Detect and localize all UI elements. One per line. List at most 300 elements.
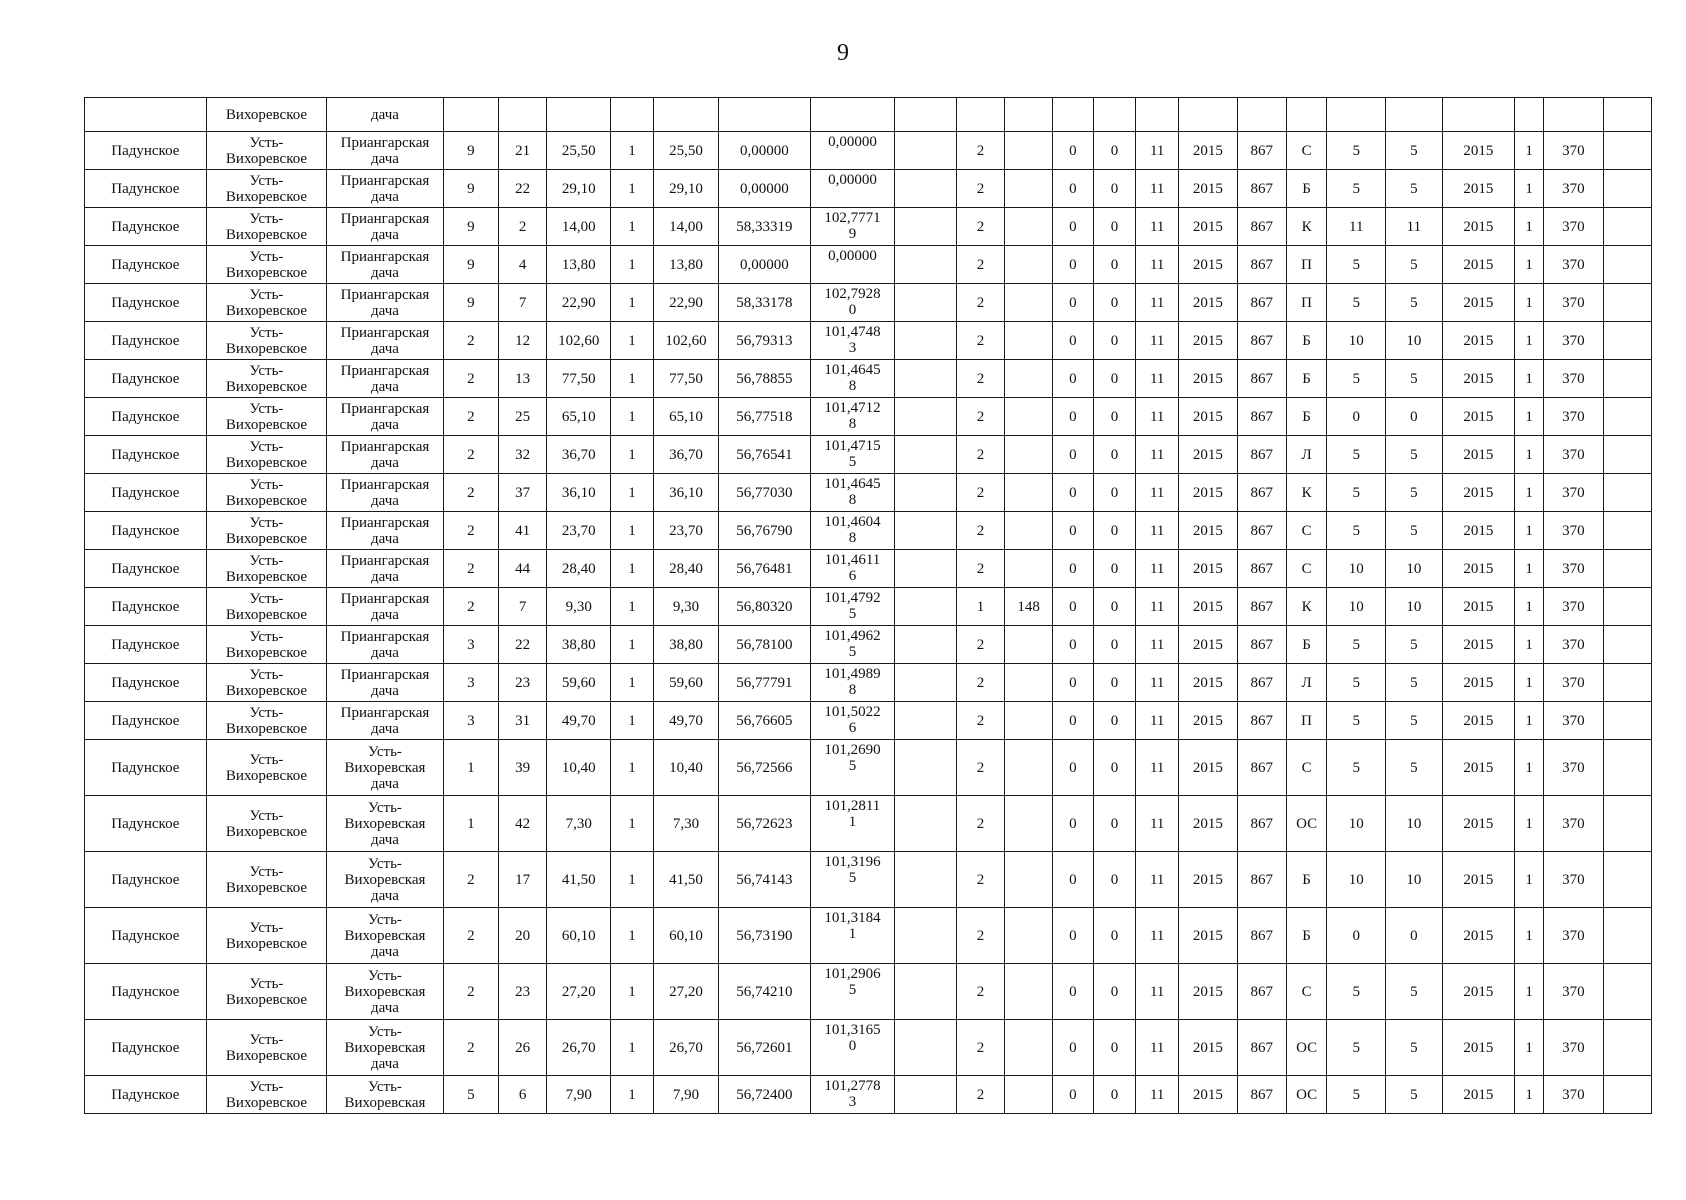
- table-cell: 2: [443, 588, 499, 626]
- table-cell: Усть- Вихоревская: [327, 1076, 443, 1114]
- table-cell: [895, 360, 957, 398]
- table-cell: 2015: [1179, 852, 1238, 908]
- table-cell: 0: [1053, 132, 1094, 170]
- table-cell: [1005, 398, 1053, 436]
- table-cell: Падунское: [85, 170, 207, 208]
- table-cell: 101,4715 5: [810, 436, 894, 474]
- table-cell: 42: [499, 796, 547, 852]
- table-cell: [653, 98, 718, 132]
- table-cell: [1053, 98, 1094, 132]
- table-cell: 56,78100: [719, 626, 811, 664]
- table-cell: [1603, 740, 1651, 796]
- table-cell: 2015: [1442, 322, 1515, 360]
- table-cell: 0,00000: [719, 132, 811, 170]
- table-cell: Усть- Вихоревское: [206, 132, 327, 170]
- table-cell: 5: [1386, 664, 1443, 702]
- table-cell: 5: [1327, 246, 1386, 284]
- table-cell: 2015: [1179, 322, 1238, 360]
- table-cell: 101,2906 5: [810, 964, 894, 1020]
- table-cell: [1005, 360, 1053, 398]
- table-cell: 9,30: [653, 588, 718, 626]
- table-cell: [895, 398, 957, 436]
- table-cell: 23: [499, 664, 547, 702]
- table-cell: 370: [1544, 284, 1604, 322]
- table-cell: [895, 964, 957, 1020]
- table-cell: Приангарская дача: [327, 550, 443, 588]
- table-cell: 1: [1515, 322, 1544, 360]
- table-cell: 58,33319: [719, 208, 811, 246]
- table-cell: [1005, 740, 1053, 796]
- table-cell: П: [1286, 702, 1327, 740]
- table-cell: 2: [957, 852, 1005, 908]
- table-cell: 867: [1237, 796, 1286, 852]
- table-cell: [895, 170, 957, 208]
- table-cell: 0: [1053, 398, 1094, 436]
- table-cell: 101,4748 3: [810, 322, 894, 360]
- table-cell: 11: [1136, 398, 1179, 436]
- table-cell: 102,7771 9: [810, 208, 894, 246]
- table-cell: [499, 98, 547, 132]
- table-cell: ОС: [1286, 796, 1327, 852]
- table-cell: 2015: [1442, 246, 1515, 284]
- table-cell: 56,76481: [719, 550, 811, 588]
- table-cell: 370: [1544, 170, 1604, 208]
- table-cell: Усть- Вихоревское: [206, 170, 327, 208]
- table-cell: 1: [443, 796, 499, 852]
- table-cell: 39: [499, 740, 547, 796]
- table-cell: 1: [957, 588, 1005, 626]
- table-cell: 101,2690 5: [810, 740, 894, 796]
- table-cell: 5: [1327, 170, 1386, 208]
- table-cell: 867: [1237, 170, 1286, 208]
- table-cell: [1005, 550, 1053, 588]
- table-cell: 27,20: [653, 964, 718, 1020]
- table-cell: 0: [1093, 170, 1136, 208]
- table-cell: 370: [1544, 664, 1604, 702]
- table-cell: 2015: [1442, 170, 1515, 208]
- table-cell: Падунское: [85, 740, 207, 796]
- table-cell: 2: [957, 908, 1005, 964]
- table-cell: 1: [1515, 588, 1544, 626]
- table-cell: 2: [957, 626, 1005, 664]
- table-cell: [1136, 98, 1179, 132]
- table-cell: 11: [1136, 132, 1179, 170]
- table-cell: ОС: [1286, 1076, 1327, 1114]
- table-cell: [895, 1020, 957, 1076]
- table-cell: 9: [443, 284, 499, 322]
- table-cell: 1: [611, 908, 654, 964]
- table-cell: 867: [1237, 908, 1286, 964]
- table-cell: 2015: [1442, 626, 1515, 664]
- table-cell: [895, 740, 957, 796]
- table-cell: Л: [1286, 436, 1327, 474]
- table-cell: 0: [1053, 588, 1094, 626]
- table-cell: 1: [611, 398, 654, 436]
- table-cell: 23: [499, 964, 547, 1020]
- table-cell: 0: [1053, 740, 1094, 796]
- table-cell: 867: [1237, 398, 1286, 436]
- table-cell: Б: [1286, 852, 1327, 908]
- table-cell: [1386, 98, 1443, 132]
- table-cell: 1: [611, 284, 654, 322]
- table-row: [85, 284, 1652, 322]
- table-cell: 0: [1327, 908, 1386, 964]
- table-cell: 23,70: [547, 512, 611, 550]
- table-cell: 0: [1053, 964, 1094, 1020]
- table-cell: 2015: [1179, 664, 1238, 702]
- table-cell: 13,80: [653, 246, 718, 284]
- table-cell: 26,70: [653, 1020, 718, 1076]
- table-cell: 10: [1386, 796, 1443, 852]
- table-cell: ОС: [1286, 1020, 1327, 1076]
- table-cell: 22,90: [653, 284, 718, 322]
- table-cell: 5: [1327, 512, 1386, 550]
- table-cell: Приангарская дача: [327, 398, 443, 436]
- table-cell: Б: [1286, 626, 1327, 664]
- table-cell: 56,74210: [719, 964, 811, 1020]
- table-cell: 10: [1327, 322, 1386, 360]
- table-cell: 65,10: [653, 398, 718, 436]
- table-cell: 56,78855: [719, 360, 811, 398]
- table-row: [85, 588, 1652, 626]
- table-cell: 59,60: [653, 664, 718, 702]
- table-cell: 102,60: [653, 322, 718, 360]
- table-cell: 11: [1136, 796, 1179, 852]
- table-cell: 1: [611, 1020, 654, 1076]
- table-cell: 77,50: [547, 360, 611, 398]
- table-cell: 867: [1237, 246, 1286, 284]
- table-row: [85, 796, 1652, 852]
- table-cell: [1603, 208, 1651, 246]
- table-cell: 2015: [1442, 132, 1515, 170]
- table-cell: 10: [1386, 322, 1443, 360]
- table-cell: 2: [957, 964, 1005, 1020]
- table-cell: 101,3184 1: [810, 908, 894, 964]
- table-cell: 370: [1544, 208, 1604, 246]
- table-cell: [1603, 512, 1651, 550]
- table-row: [85, 964, 1652, 1020]
- table-cell: 11: [1136, 852, 1179, 908]
- table-cell: 36,10: [547, 474, 611, 512]
- table-cell: 867: [1237, 284, 1286, 322]
- table-cell: 4: [499, 246, 547, 284]
- table-cell: 1: [443, 740, 499, 796]
- table-cell: Приангарская дача: [327, 284, 443, 322]
- table-cell: 1: [1515, 284, 1544, 322]
- table-cell: [1005, 322, 1053, 360]
- table-cell: [1603, 246, 1651, 284]
- table-cell: 0: [1093, 1020, 1136, 1076]
- table-cell: [1603, 98, 1651, 132]
- table-cell: 2: [957, 550, 1005, 588]
- table-cell: 101,4792 5: [810, 588, 894, 626]
- table-cell: 1: [611, 588, 654, 626]
- table-cell: Усть- Вихоревское: [206, 208, 327, 246]
- table-cell: 22: [499, 170, 547, 208]
- table-cell: 0: [1093, 702, 1136, 740]
- table-cell: К: [1286, 588, 1327, 626]
- table-cell: 370: [1544, 322, 1604, 360]
- table-cell: 56,77518: [719, 398, 811, 436]
- table-cell: 2: [957, 246, 1005, 284]
- table-cell: 1: [1515, 796, 1544, 852]
- table-cell: Падунское: [85, 588, 207, 626]
- table-cell: 29,10: [653, 170, 718, 208]
- table-cell: 1: [611, 740, 654, 796]
- table-cell: Падунское: [85, 1076, 207, 1114]
- table-cell: 11: [1136, 208, 1179, 246]
- table-cell: 11: [1136, 1020, 1179, 1076]
- table-cell: 44: [499, 550, 547, 588]
- table-cell: 0: [1053, 360, 1094, 398]
- table-cell: [443, 98, 499, 132]
- table-cell: Б: [1286, 322, 1327, 360]
- table-row: [85, 740, 1652, 796]
- table-cell: 370: [1544, 796, 1604, 852]
- table-cell: 5: [1327, 702, 1386, 740]
- table-cell: 101,4611 6: [810, 550, 894, 588]
- table-cell: Б: [1286, 398, 1327, 436]
- table-cell: 2: [957, 398, 1005, 436]
- table-cell: 27,20: [547, 964, 611, 1020]
- table-cell: 1: [611, 360, 654, 398]
- table-cell: 101,4604 8: [810, 512, 894, 550]
- table-cell: 1: [1515, 1076, 1544, 1114]
- table-cell: 102,60: [547, 322, 611, 360]
- table-cell: [1005, 1020, 1053, 1076]
- table-cell: Падунское: [85, 626, 207, 664]
- table-cell: К: [1286, 208, 1327, 246]
- table-cell: [895, 588, 957, 626]
- table-cell: 867: [1237, 852, 1286, 908]
- table-cell: 0: [1093, 398, 1136, 436]
- table-cell: 0: [1093, 664, 1136, 702]
- table-cell: 2: [957, 1020, 1005, 1076]
- table-cell: 2: [957, 322, 1005, 360]
- table-cell: 1: [611, 964, 654, 1020]
- table-cell: 0: [1053, 852, 1094, 908]
- table-cell: 13: [499, 360, 547, 398]
- table-cell: 20: [499, 908, 547, 964]
- table-cell: [85, 98, 207, 132]
- table-row: [85, 550, 1652, 588]
- table-cell: [1005, 964, 1053, 1020]
- table-cell: 0: [1053, 626, 1094, 664]
- table-cell: 60,10: [547, 908, 611, 964]
- table-cell: 56,72400: [719, 1076, 811, 1114]
- table-cell: 5: [1386, 474, 1443, 512]
- table-cell: 2: [957, 360, 1005, 398]
- table-cell: 2: [957, 170, 1005, 208]
- table-cell: 867: [1237, 132, 1286, 170]
- table-cell: 2015: [1179, 170, 1238, 208]
- table-cell: Приангарская дача: [327, 588, 443, 626]
- table-cell: 1: [1515, 550, 1544, 588]
- table-cell: [1005, 702, 1053, 740]
- table-cell: 867: [1237, 436, 1286, 474]
- table-cell: [1603, 398, 1651, 436]
- table-cell: Усть- Вихоревское: [206, 1020, 327, 1076]
- table-cell: 867: [1237, 512, 1286, 550]
- table-cell: 21: [499, 132, 547, 170]
- table-cell: [1005, 908, 1053, 964]
- table-cell: 1: [1515, 1020, 1544, 1076]
- table-cell: 0: [1093, 908, 1136, 964]
- table-cell: 38,80: [653, 626, 718, 664]
- table-cell: 7,30: [653, 796, 718, 852]
- table-cell: [895, 550, 957, 588]
- table-cell: 0: [1093, 964, 1136, 1020]
- table-cell: 2015: [1179, 132, 1238, 170]
- table-cell: 11: [1136, 284, 1179, 322]
- table-cell: 7: [499, 284, 547, 322]
- table-cell: 9: [443, 208, 499, 246]
- table-cell: 2015: [1442, 436, 1515, 474]
- table-cell: 1: [611, 170, 654, 208]
- table-cell: [1544, 98, 1604, 132]
- table-cell: Усть- Вихоревское: [206, 852, 327, 908]
- table-cell: 0,00000: [719, 170, 811, 208]
- table-cell: 101,3165 0: [810, 1020, 894, 1076]
- table-cell: 0: [1053, 702, 1094, 740]
- table-cell: 7,90: [547, 1076, 611, 1114]
- table-cell: 1: [1515, 908, 1544, 964]
- table-cell: [1603, 908, 1651, 964]
- table-cell: Усть- Вихоревское: [206, 398, 327, 436]
- table-cell: Б: [1286, 360, 1327, 398]
- table-cell: 2015: [1179, 908, 1238, 964]
- table-cell: 0: [1053, 550, 1094, 588]
- table-cell: [1603, 964, 1651, 1020]
- table-cell: Приангарская дача: [327, 132, 443, 170]
- table-cell: 11: [1136, 246, 1179, 284]
- table-cell: 26,70: [547, 1020, 611, 1076]
- table-cell: 10,40: [547, 740, 611, 796]
- table-cell: Приангарская дача: [327, 626, 443, 664]
- table-cell: Усть- Вихоревская дача: [327, 852, 443, 908]
- table-cell: 101,5022 6: [810, 702, 894, 740]
- table-cell: 2015: [1442, 588, 1515, 626]
- table-cell: 0: [1093, 246, 1136, 284]
- table-cell: 370: [1544, 702, 1604, 740]
- table-cell: 370: [1544, 626, 1604, 664]
- table-cell: 5: [1327, 474, 1386, 512]
- table-cell: Падунское: [85, 550, 207, 588]
- table-cell: [895, 208, 957, 246]
- table-cell: 370: [1544, 964, 1604, 1020]
- table-cell: 2: [443, 322, 499, 360]
- table-cell: 2015: [1179, 474, 1238, 512]
- table-cell: 867: [1237, 1020, 1286, 1076]
- table-cell: 370: [1544, 398, 1604, 436]
- table-cell: 2: [443, 908, 499, 964]
- table-cell: 6: [499, 1076, 547, 1114]
- table-cell: 0: [1053, 284, 1094, 322]
- table-cell: Падунское: [85, 246, 207, 284]
- table-cell: 1: [611, 852, 654, 908]
- table-cell: Усть- Вихоревское: [206, 246, 327, 284]
- table-cell: 0,00000: [810, 246, 894, 284]
- table-cell: 370: [1544, 852, 1604, 908]
- table-cell: 10: [1386, 588, 1443, 626]
- table-cell: [1179, 98, 1238, 132]
- table-cell: 56,73190: [719, 908, 811, 964]
- table-cell: 0,00000: [719, 246, 811, 284]
- table-cell: 1: [611, 474, 654, 512]
- table-cell: 11: [1386, 208, 1443, 246]
- table-cell: 3: [443, 664, 499, 702]
- table-cell: 58,33178: [719, 284, 811, 322]
- table-row: [85, 208, 1652, 246]
- table-cell: 0: [1093, 436, 1136, 474]
- table-row: [85, 1076, 1652, 1114]
- table-cell: [895, 98, 957, 132]
- table-cell: [895, 132, 957, 170]
- table-cell: 11: [1136, 702, 1179, 740]
- table-cell: 867: [1237, 964, 1286, 1020]
- table-cell: 867: [1237, 322, 1286, 360]
- table-cell: 0: [1093, 852, 1136, 908]
- table-cell: 7,30: [547, 796, 611, 852]
- table-cell: [1005, 664, 1053, 702]
- table-cell: [1603, 664, 1651, 702]
- table-cell: 10: [1386, 852, 1443, 908]
- table-cell: Усть- Вихоревская дача: [327, 908, 443, 964]
- table-cell: Падунское: [85, 852, 207, 908]
- table-cell: 0: [1053, 246, 1094, 284]
- table-cell: 101,2778 3: [810, 1076, 894, 1114]
- table-cell: 36,70: [653, 436, 718, 474]
- table-cell: 10: [1327, 796, 1386, 852]
- table-cell: 0: [1093, 474, 1136, 512]
- forest-plots-table: [84, 97, 1652, 1114]
- table-cell: 5: [1386, 1020, 1443, 1076]
- table-cell: Падунское: [85, 512, 207, 550]
- table-cell: Приангарская дача: [327, 702, 443, 740]
- table-cell: 5: [1327, 626, 1386, 664]
- table-row: [85, 626, 1652, 664]
- table-cell: 56,76605: [719, 702, 811, 740]
- table-cell: 5: [1386, 626, 1443, 664]
- table-cell: Падунское: [85, 208, 207, 246]
- table-cell: 1: [611, 626, 654, 664]
- table-cell: [1603, 436, 1651, 474]
- table-cell: 5: [1327, 740, 1386, 796]
- table-cell: Усть- Вихоревское: [206, 550, 327, 588]
- table-cell: 0: [1053, 208, 1094, 246]
- table-cell: 2: [957, 132, 1005, 170]
- table-cell: 49,70: [653, 702, 718, 740]
- table-cell: 2: [443, 964, 499, 1020]
- table-cell: 25,50: [547, 132, 611, 170]
- table-cell: Усть- Вихоревское: [206, 436, 327, 474]
- table-cell: 7,90: [653, 1076, 718, 1114]
- table-cell: 5: [1386, 964, 1443, 1020]
- table-cell: 0: [1053, 664, 1094, 702]
- table-cell: 36,70: [547, 436, 611, 474]
- table-cell: 2015: [1179, 626, 1238, 664]
- table-cell: [895, 626, 957, 664]
- table-cell: Падунское: [85, 322, 207, 360]
- table-cell: Падунское: [85, 908, 207, 964]
- table-cell: Приангарская дача: [327, 170, 443, 208]
- table-cell: С: [1286, 132, 1327, 170]
- table-cell: Падунское: [85, 436, 207, 474]
- table-cell: 867: [1237, 1076, 1286, 1114]
- table-cell: 1: [1515, 208, 1544, 246]
- table-cell: 867: [1237, 740, 1286, 796]
- table-cell: 11: [1136, 360, 1179, 398]
